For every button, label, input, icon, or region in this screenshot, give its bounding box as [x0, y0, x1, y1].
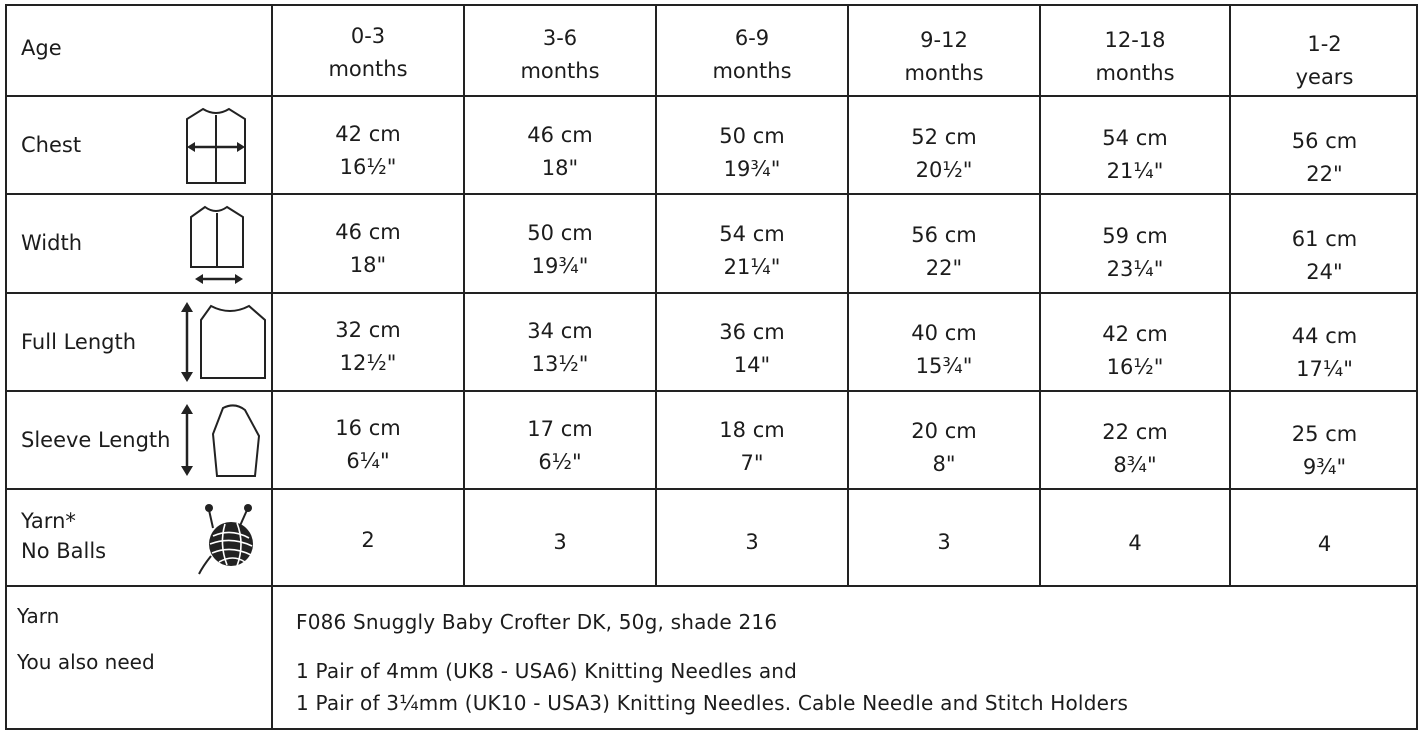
chest-col-3: 50 cm 19¾" — [719, 124, 785, 181]
chest-col-5: 54 cm 21¼" — [1102, 126, 1168, 183]
sleeve-length-col-4: 20 cm 8" — [911, 419, 977, 476]
footer-needles-line-1: 1 Pair of 4mm (UK8 - USA6) Knitting Needles and — [296, 659, 798, 683]
width-col-3: 54 cm 21¼" — [719, 222, 785, 279]
row-label-full-length: Full Length — [21, 330, 137, 354]
chest-col-1: 42 cm 16½" — [335, 122, 401, 179]
full-length-col-1: 32 cm 12½" — [335, 318, 401, 375]
age-col-1: 0-3 months — [328, 24, 408, 81]
row-label-width: Width — [21, 231, 83, 255]
cardigan-length-icon — [175, 298, 267, 384]
width-col-1: 46 cm 18" — [335, 220, 401, 277]
sleeve-length-col-2: 17 cm 6½" — [527, 417, 593, 474]
chest-col-2: 46 cm 18" — [527, 123, 593, 180]
sleeve-length-col-6: 25 cm 9¾" — [1291, 422, 1358, 479]
full-length-col-6: 44 cm 17¼" — [1291, 324, 1358, 381]
chest-col-4: 52 cm 20½" — [911, 125, 977, 182]
balls-col-2: 3 — [553, 530, 567, 554]
full-length-col-2: 34 cm 13½" — [527, 319, 593, 376]
age-col-6: 1-2 years — [1295, 32, 1354, 89]
balls-col-6: 4 — [1317, 532, 1332, 556]
age-col-4: 9-12 months — [904, 28, 984, 85]
row-label-yarn-balls — [21, 506, 106, 567]
cardigan-chest-width-icon — [179, 103, 253, 187]
age-col-2: 3-6 months — [520, 26, 600, 83]
balls-col-3: 3 — [745, 530, 759, 554]
footer-needles-line-2: 1 Pair of 3¼mm (UK10 - USA3) Knitting Needles. Cable Needle and Stitch Holders — [296, 691, 1129, 715]
row-label-sleeve-length: Sleeve Length — [21, 428, 171, 452]
row-label-age: Age — [21, 36, 62, 60]
width-col-5: 59 cm 23¼" — [1102, 224, 1168, 281]
row-label-yarn: Yarn* — [21, 509, 76, 533]
yarn-ball-needles-icon — [197, 498, 263, 578]
sleeve-length-col-3: 18 cm 7" — [719, 418, 785, 475]
footer-yarn-label: Yarn — [17, 604, 60, 628]
age-col-5: 12-18 months — [1095, 28, 1175, 85]
row-label-no-balls: No Balls — [21, 539, 107, 564]
chest-col-6: 56 cm 22" — [1291, 129, 1358, 186]
balls-col-1: 2 — [361, 528, 375, 552]
width-col-4: 56 cm 22" — [911, 223, 977, 280]
balls-col-5: 4 — [1128, 531, 1142, 555]
full-length-col-4: 40 cm 15¾" — [911, 321, 977, 378]
balls-col-4: 3 — [937, 530, 951, 554]
size-chart-table — [5, 4, 1418, 730]
sleeve-length-icon — [175, 398, 267, 482]
cardigan-hem-width-icon — [183, 201, 251, 287]
full-length-col-3: 36 cm 14" — [719, 320, 785, 377]
footer-also-need-label: You also need — [17, 650, 155, 674]
age-col-3: 6-9 months — [712, 26, 792, 83]
full-length-col-5: 42 cm 16½" — [1102, 322, 1168, 379]
width-col-6: 61 cm 24" — [1291, 227, 1358, 284]
width-col-2: 50 cm 19¾" — [527, 221, 593, 278]
row-label-chest: Chest — [21, 133, 82, 157]
sleeve-length-col-1: 16 cm 6¼" — [335, 416, 401, 473]
footer-yarn-text: F086 Snuggly Baby Crofter DK, 50g, shade 216 — [296, 610, 778, 634]
sleeve-length-col-5: 22 cm 8¾" — [1102, 420, 1168, 477]
